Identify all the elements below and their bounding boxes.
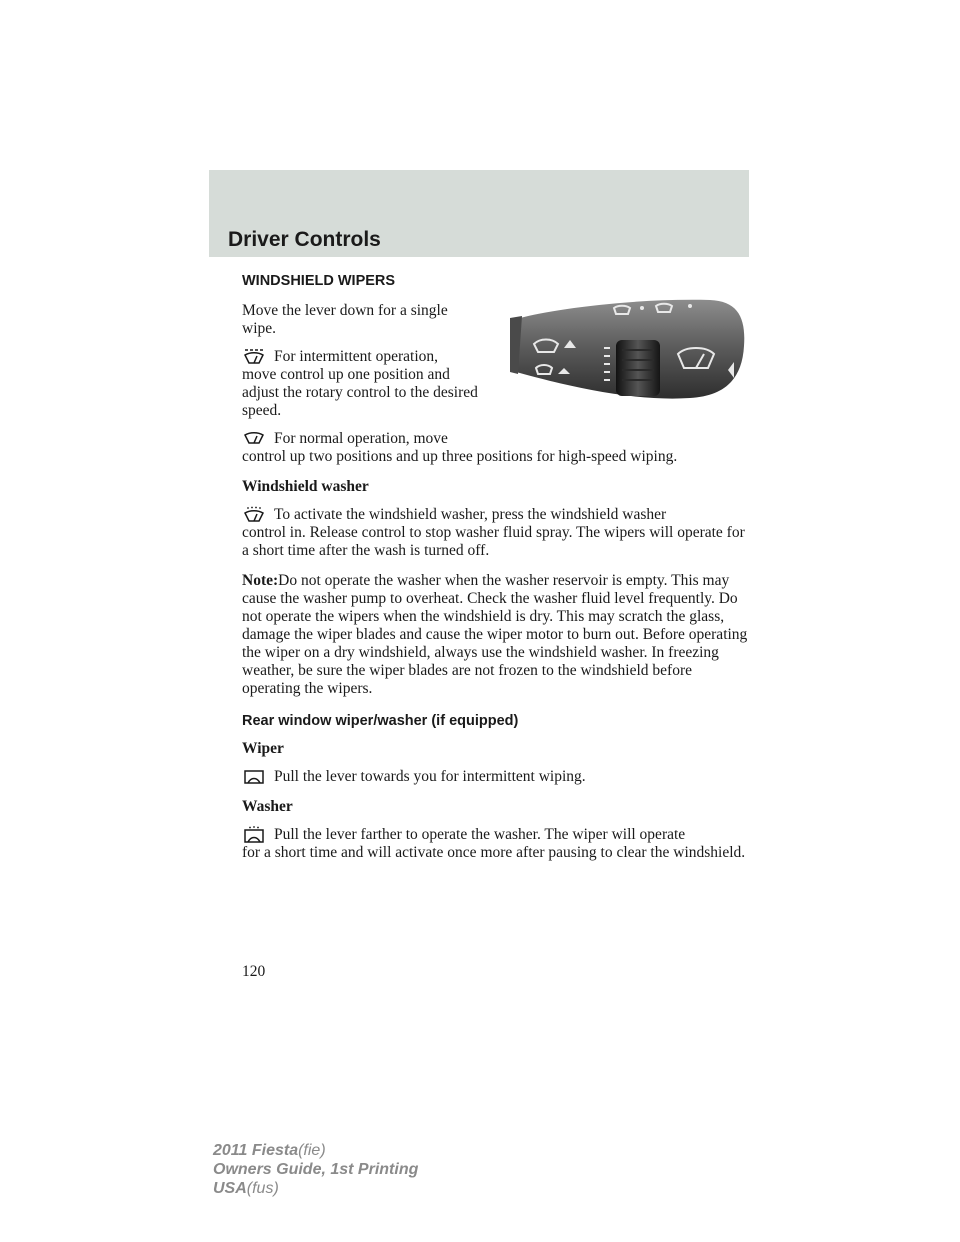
section-title: Driver Controls	[228, 228, 381, 251]
rear-washer-icon	[242, 826, 266, 844]
intermittent-wiper-icon	[242, 348, 266, 366]
rear-wiper-icon	[242, 768, 266, 786]
windshield-washer-icon	[242, 506, 266, 524]
washer-text-first: To activate the windshield washer, press the windshield washer	[274, 506, 667, 523]
note-paragraph	[242, 572, 752, 698]
windshield-wipers-heading: WINDSHIELD WIPERS	[242, 273, 396, 289]
footer-model-code: (fie)	[298, 1142, 326, 1159]
windshield-washer-heading: Windshield washer	[242, 478, 369, 495]
intermittent-text-first: For intermittent operation,	[274, 348, 439, 365]
page-number: 120	[242, 963, 266, 980]
footer-market: USA	[213, 1180, 247, 1197]
rear-washer-subheading: Washer	[242, 798, 293, 815]
single-wipe-text: Move the lever down for a single wipe.	[242, 302, 448, 337]
footer-market-code: (fus)	[246, 1180, 279, 1197]
footer-model: 2011 Fiesta	[213, 1142, 299, 1159]
footer-guide: Owners Guide, 1st Printing	[213, 1161, 419, 1178]
intermittent-text-rest: move control up one position and adjust the rotary control to the desired speed.	[242, 366, 478, 419]
footer	[213, 1141, 418, 1198]
note-label: Note:	[242, 572, 279, 589]
rear-wiper-text: Pull the lever towards you for intermittent wiping.	[274, 768, 586, 785]
note-text: Do not operate the washer when the washer reservoir is empty. This may cause the washer pump to overheat. Check the washer fluid level frequently. Do not operate the wipers when the windshield is dry. This may scratch the glass, damage the wiper blades and cause the wiper motor to burn out. Before operating the wiper on a dry windshield, always use the windshield washer. In freezing weather, be sure the wiper blades are not frozen to the windshield before operating the wipers.	[242, 572, 748, 697]
washer-text-rest: control in. Release control to stop washer fluid spray. The wipers will operate for a short time after the wash is turned off.	[242, 524, 745, 559]
rear-washer-text-first: Pull the lever farther to operate the washer. The wiper will operate	[274, 826, 686, 843]
rear-wiper-subheading: Wiper	[242, 740, 284, 757]
rear-washer-text-rest: for a short time and will activate once more after pausing to clear the windshield.	[242, 844, 746, 861]
normal-text-rest: control up two positions and up three positions for high-speed wiping.	[242, 448, 678, 465]
normal-wiper-icon	[242, 430, 266, 448]
rear-wiper-heading: Rear window wiper/washer (if equipped)	[242, 713, 519, 729]
normal-text-first: For normal operation, move	[274, 430, 448, 447]
